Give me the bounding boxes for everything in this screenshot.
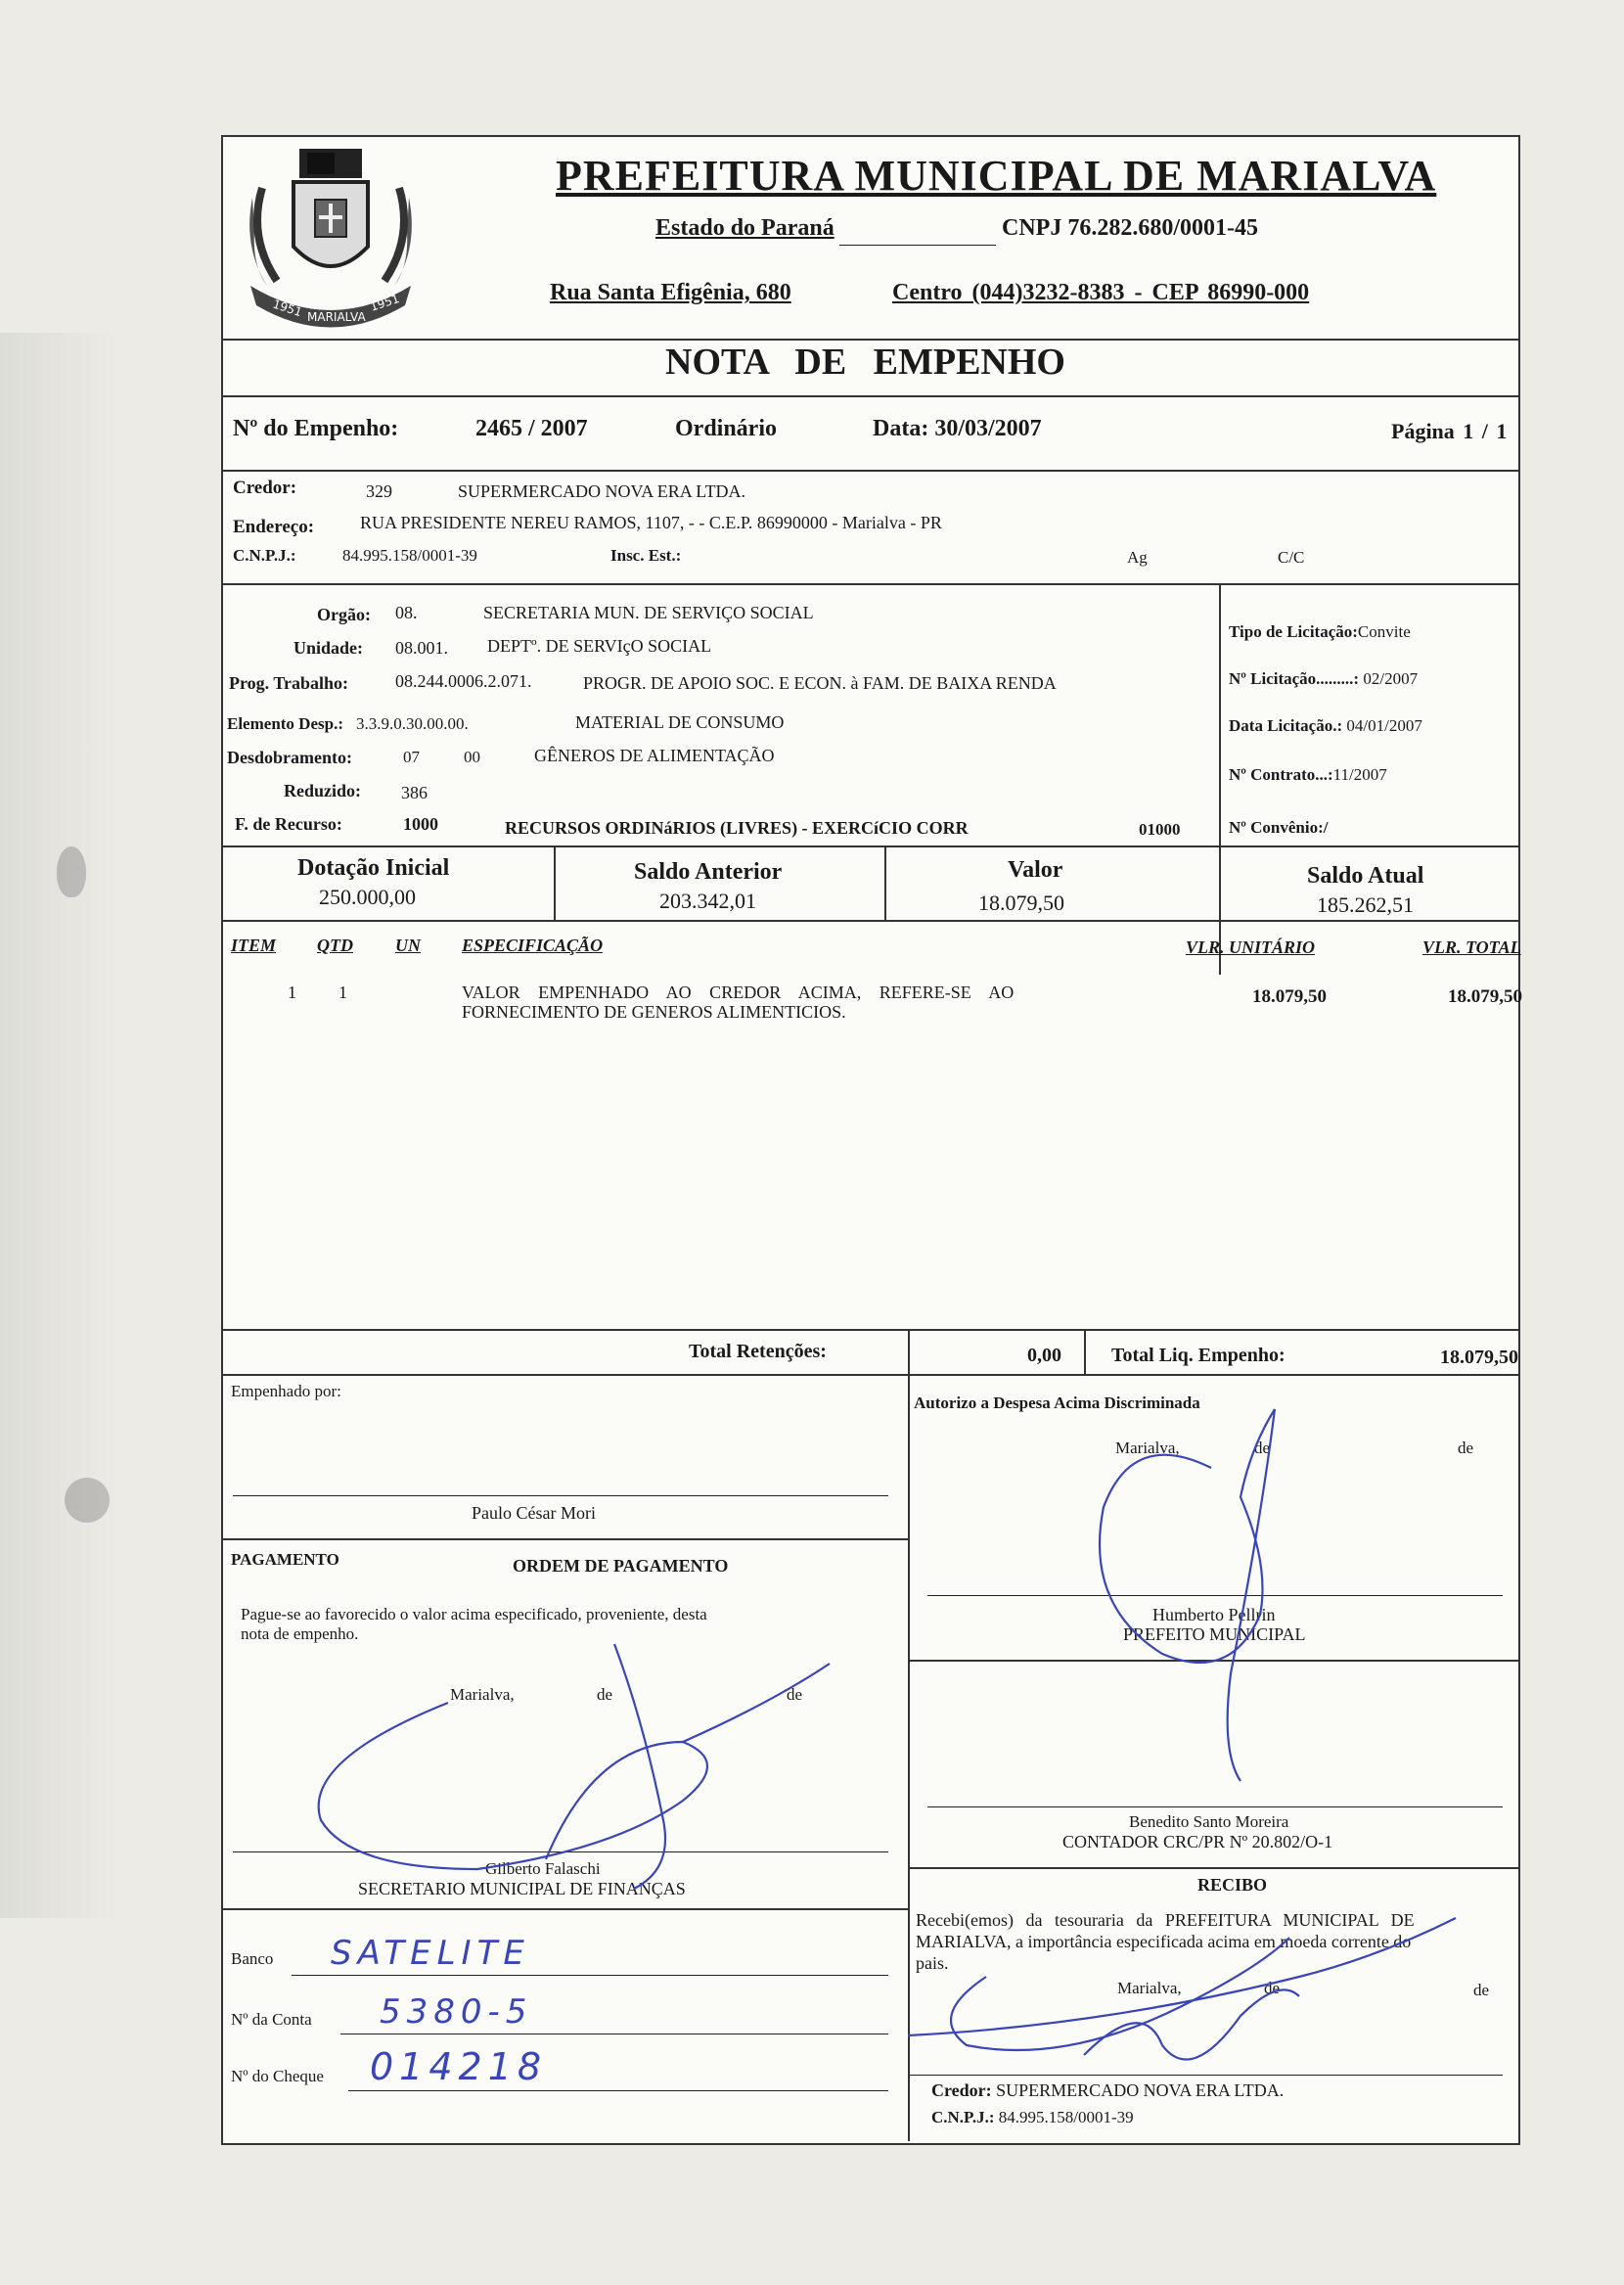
unidade-code: 08.001. bbox=[395, 638, 448, 658]
coat-of-arms-icon bbox=[233, 139, 429, 344]
empenho-number-label: Nº do Empenho: bbox=[233, 416, 399, 441]
numero-convenio: Nº Convênio:/ bbox=[1229, 818, 1329, 837]
elemento-name: MATERIAL DE CONSUMO bbox=[575, 712, 785, 732]
unidade-name: DEPTº. DE SERVIçO SOCIAL bbox=[487, 636, 712, 656]
fonte-recurso-code: 1000 bbox=[403, 814, 438, 834]
cc-label: C/C bbox=[1278, 548, 1305, 567]
pagamento-de-2: de bbox=[787, 1685, 803, 1704]
empenho-date: Data: 30/03/2007 bbox=[873, 416, 1042, 441]
cheque-line bbox=[348, 2090, 888, 2091]
saldo-atual-label: Saldo Atual bbox=[1307, 863, 1424, 889]
saldo-atual-value: 185.262,51 bbox=[1317, 892, 1414, 917]
empenhado-por-nome: Paulo César Mori bbox=[472, 1503, 596, 1523]
divider-saldo-1 bbox=[554, 845, 556, 920]
desdobramento-code2: 00 bbox=[464, 748, 480, 766]
document-title: NOTA DE EMPENHO bbox=[665, 342, 1065, 383]
nota-de-empenho-form bbox=[221, 135, 1520, 2145]
data-licitacao: Data Licitação.: 04/01/2007 bbox=[1229, 716, 1422, 735]
credor-signature-line bbox=[910, 2075, 1503, 2076]
prefeitura-title: PREFEITURA MUNICIPAL DE MARIALVA bbox=[556, 152, 1437, 200]
divider-credor bbox=[223, 583, 1518, 585]
prefeitura-cnpj: CNPJ 76.282.680/0001-45 bbox=[1002, 215, 1258, 241]
cnpj-label: C.N.P.J.: bbox=[233, 546, 296, 565]
divider-empenhado bbox=[223, 1538, 908, 1540]
ordem-pagamento-label: ORDEM DE PAGAMENTO bbox=[513, 1556, 729, 1576]
divider-prefeito bbox=[908, 1660, 1518, 1662]
row-vlr-unitario: 18.079,50 bbox=[1252, 986, 1327, 1007]
divider-saldos bbox=[223, 920, 1518, 922]
cheque-handwritten: 014218 bbox=[370, 2045, 548, 2088]
row-item: 1 bbox=[288, 983, 296, 1002]
municipal-seal bbox=[233, 139, 429, 344]
orgao-label: Orgão: bbox=[317, 605, 371, 624]
contador-signature-line bbox=[927, 1806, 1503, 1807]
row-especificacao-2: FORNECIMENTO DE GENEROS ALIMENTICIOS. bbox=[462, 1002, 846, 1022]
row-qtd: 1 bbox=[338, 983, 347, 1002]
scan-edge-shadow bbox=[0, 333, 117, 1918]
contador-cargo: CONTADOR CRC/PR Nº 20.802/O-1 bbox=[1062, 1832, 1333, 1851]
divider-contador bbox=[908, 1867, 1518, 1869]
recibo-marialva: Marialva, bbox=[1117, 1979, 1182, 1997]
prefeitura-street: Rua Santa Efigênia, 680 bbox=[550, 280, 791, 305]
ag-label: Ag bbox=[1127, 548, 1148, 567]
unidade-label: Unidade: bbox=[293, 638, 364, 658]
secretario-cargo: SECRETARIO MUNICIPAL DE FINANÇAS bbox=[358, 1879, 686, 1898]
conta-handwritten: 5380-5 bbox=[380, 1992, 533, 2032]
divider-saldo-2 bbox=[884, 845, 886, 920]
tipo-licitacao: Tipo de Licitação:Convite bbox=[1229, 622, 1411, 641]
total-liquido-value: 18.079,50 bbox=[1440, 1347, 1518, 1368]
pagamento-de-1: de bbox=[597, 1685, 613, 1704]
endereco-label: Endereço: bbox=[233, 517, 315, 537]
divider-totais bbox=[223, 1374, 1518, 1376]
empenhado-por-label: Empenhado por: bbox=[231, 1382, 341, 1400]
numero-contrato: Nº Contrato...:11/2007 bbox=[1229, 765, 1387, 784]
autorizo-marialva: Marialva, bbox=[1115, 1439, 1180, 1457]
col-especificacao: ESPECIFICAÇÃO bbox=[462, 936, 604, 955]
row-vlr-total: 18.079,50 bbox=[1448, 986, 1522, 1007]
recibo-de-2: de bbox=[1473, 1981, 1490, 1999]
recibo-credor: Credor: SUPERMERCADO NOVA ERA LTDA. bbox=[931, 2080, 1285, 2100]
numero-licitacao: Nº Licitação.........: 02/2007 bbox=[1229, 669, 1419, 688]
credor-code: 329 bbox=[366, 481, 392, 501]
autorizo-de-1: de bbox=[1254, 1439, 1271, 1457]
elemento-code: 3.3.9.0.30.00.00. bbox=[356, 714, 469, 733]
divider-empenho bbox=[223, 470, 1518, 472]
divider-secretario bbox=[223, 1908, 908, 1910]
insc-est-label: Insc. Est.: bbox=[610, 546, 682, 565]
empenhado-signature-line bbox=[233, 1495, 888, 1496]
credor-address: RUA PRESIDENTE NEREU RAMOS, 1107, - - C.E.P. 86990000 - Marialva - PR bbox=[360, 513, 942, 532]
state-name: Estado do Paraná bbox=[655, 215, 835, 241]
fonte-recurso-name: RECURSOS ORDINáRIOS (LIVRES) - EXERCíCIO CORR bbox=[505, 818, 969, 838]
credor-label: Credor: bbox=[233, 478, 297, 498]
desdobramento-code1: 07 bbox=[403, 748, 420, 766]
prog-trabalho-code: 08.244.0006.2.071. bbox=[395, 671, 532, 691]
pague-se-line1: Pague-se ao favorecido o valor acima especificado, proveniente, desta bbox=[241, 1605, 707, 1623]
col-item: ITEM bbox=[231, 936, 277, 955]
divider-title bbox=[223, 395, 1518, 397]
divider-saldo-3 bbox=[1219, 845, 1221, 920]
prefeito-nome: Humberto Pellrin bbox=[1152, 1605, 1276, 1624]
prog-trabalho-label: Prog. Trabalho: bbox=[229, 673, 349, 693]
col-vlr-total: VLR. TOTAL bbox=[1422, 937, 1521, 957]
reduzido-value: 386 bbox=[401, 783, 428, 802]
divider-total-1 bbox=[908, 1329, 910, 2141]
col-un: UN bbox=[395, 936, 421, 955]
credor-cnpj: 84.995.158/0001-39 bbox=[342, 546, 477, 565]
reduzido-label: Reduzido: bbox=[284, 781, 362, 800]
recibo-line3: pais. bbox=[916, 1953, 949, 1973]
divider-total-2 bbox=[1084, 1329, 1086, 1374]
elemento-label: Elemento Desp.: bbox=[227, 714, 343, 733]
credor-name: SUPERMERCADO NOVA ERA LTDA. bbox=[458, 481, 746, 501]
prefeito-cargo: PREFEITO MUNICIPAL bbox=[1123, 1624, 1306, 1644]
autorizo-label: Autorizo a Despesa Acima Discriminada bbox=[914, 1394, 1200, 1412]
recibo-line2: MARIALVA, a importância especificada acima em moeda corrente do bbox=[916, 1932, 1412, 1951]
valor-value: 18.079,50 bbox=[978, 891, 1064, 915]
prog-trabalho-name: PROGR. DE APOIO SOC. E ECON. à FAM. DE BAIXA RENDA bbox=[583, 673, 1057, 693]
saldo-anterior-label: Saldo Anterior bbox=[634, 859, 783, 885]
valor-label: Valor bbox=[1008, 857, 1063, 883]
cheque-label: Nº do Cheque bbox=[231, 2067, 324, 2085]
total-retencoes-value: 0,00 bbox=[1027, 1345, 1061, 1366]
orgao-name: SECRETARIA MUN. DE SERVIÇO SOCIAL bbox=[483, 603, 814, 622]
empenho-number: 2465 / 2007 bbox=[475, 416, 588, 441]
fonte-recurso-label: F. de Recurso: bbox=[235, 814, 342, 834]
divider-orcamento bbox=[223, 845, 1518, 847]
pague-se-line2: nota de empenho. bbox=[241, 1624, 359, 1643]
total-retencoes-label: Total Retenções: bbox=[689, 1341, 827, 1362]
pagamento-marialva: Marialva, bbox=[450, 1685, 515, 1704]
svg-text:1951: 1951 bbox=[368, 292, 401, 314]
desdobramento-label: Desdobramento: bbox=[227, 748, 352, 767]
orgao-code: 08. bbox=[395, 603, 418, 622]
banco-label: Banco bbox=[231, 1949, 274, 1968]
secretario-signature-line bbox=[233, 1851, 888, 1852]
svg-text:1951: 1951 bbox=[271, 297, 304, 320]
col-vlr-unitario: VLR. UNITÁRIO bbox=[1186, 937, 1316, 957]
fonte-recurso-code2: 01000 bbox=[1139, 820, 1181, 839]
prefeitura-contact: Centro (044)3232-8383 - CEP 86990-000 bbox=[892, 280, 1310, 305]
row-especificacao-1: VALOR EMPENHADO AO CREDOR ACIMA, REFERE-SE AO bbox=[462, 983, 1015, 1002]
empenho-type: Ordinário bbox=[675, 416, 778, 441]
autorizo-de-2: de bbox=[1458, 1439, 1474, 1457]
recibo-title: RECIBO bbox=[1197, 1875, 1268, 1895]
divider-itens bbox=[223, 1329, 1518, 1331]
saldo-anterior-value: 203.342,01 bbox=[659, 889, 756, 913]
banco-handwritten: SATELITE bbox=[331, 1934, 530, 1973]
page-number: Página 1 / 1 bbox=[1391, 419, 1508, 443]
recibo-de-1: de bbox=[1264, 1979, 1281, 1997]
svg-text:MARIALVA: MARIALVA bbox=[307, 310, 366, 324]
contador-nome: Benedito Santo Moreira bbox=[1129, 1812, 1289, 1831]
dotacao-inicial-value: 250.000,00 bbox=[319, 885, 416, 909]
recibo-line1: Recebi(emos) da tesouraria da PREFEITURA MUNICIPAL DE bbox=[916, 1910, 1415, 1930]
prefeito-signature-line bbox=[927, 1595, 1503, 1596]
total-liquido-label: Total Liq. Empenho: bbox=[1111, 1345, 1286, 1366]
conta-label: Nº da Conta bbox=[231, 2010, 312, 2029]
secretario-nome: Gilberto Falaschi bbox=[485, 1859, 601, 1878]
banco-line bbox=[292, 1975, 888, 1976]
pagamento-label: PAGAMENTO bbox=[231, 1550, 339, 1569]
desdobramento-name: GÊNEROS DE ALIMENTAÇÃO bbox=[534, 746, 775, 765]
recibo-cnpj: C.N.P.J.: 84.995.158/0001-39 bbox=[931, 2108, 1134, 2126]
state-underline bbox=[839, 245, 996, 246]
col-qtd: QTD bbox=[317, 936, 353, 955]
dotacao-inicial-label: Dotação Inicial bbox=[297, 855, 450, 881]
